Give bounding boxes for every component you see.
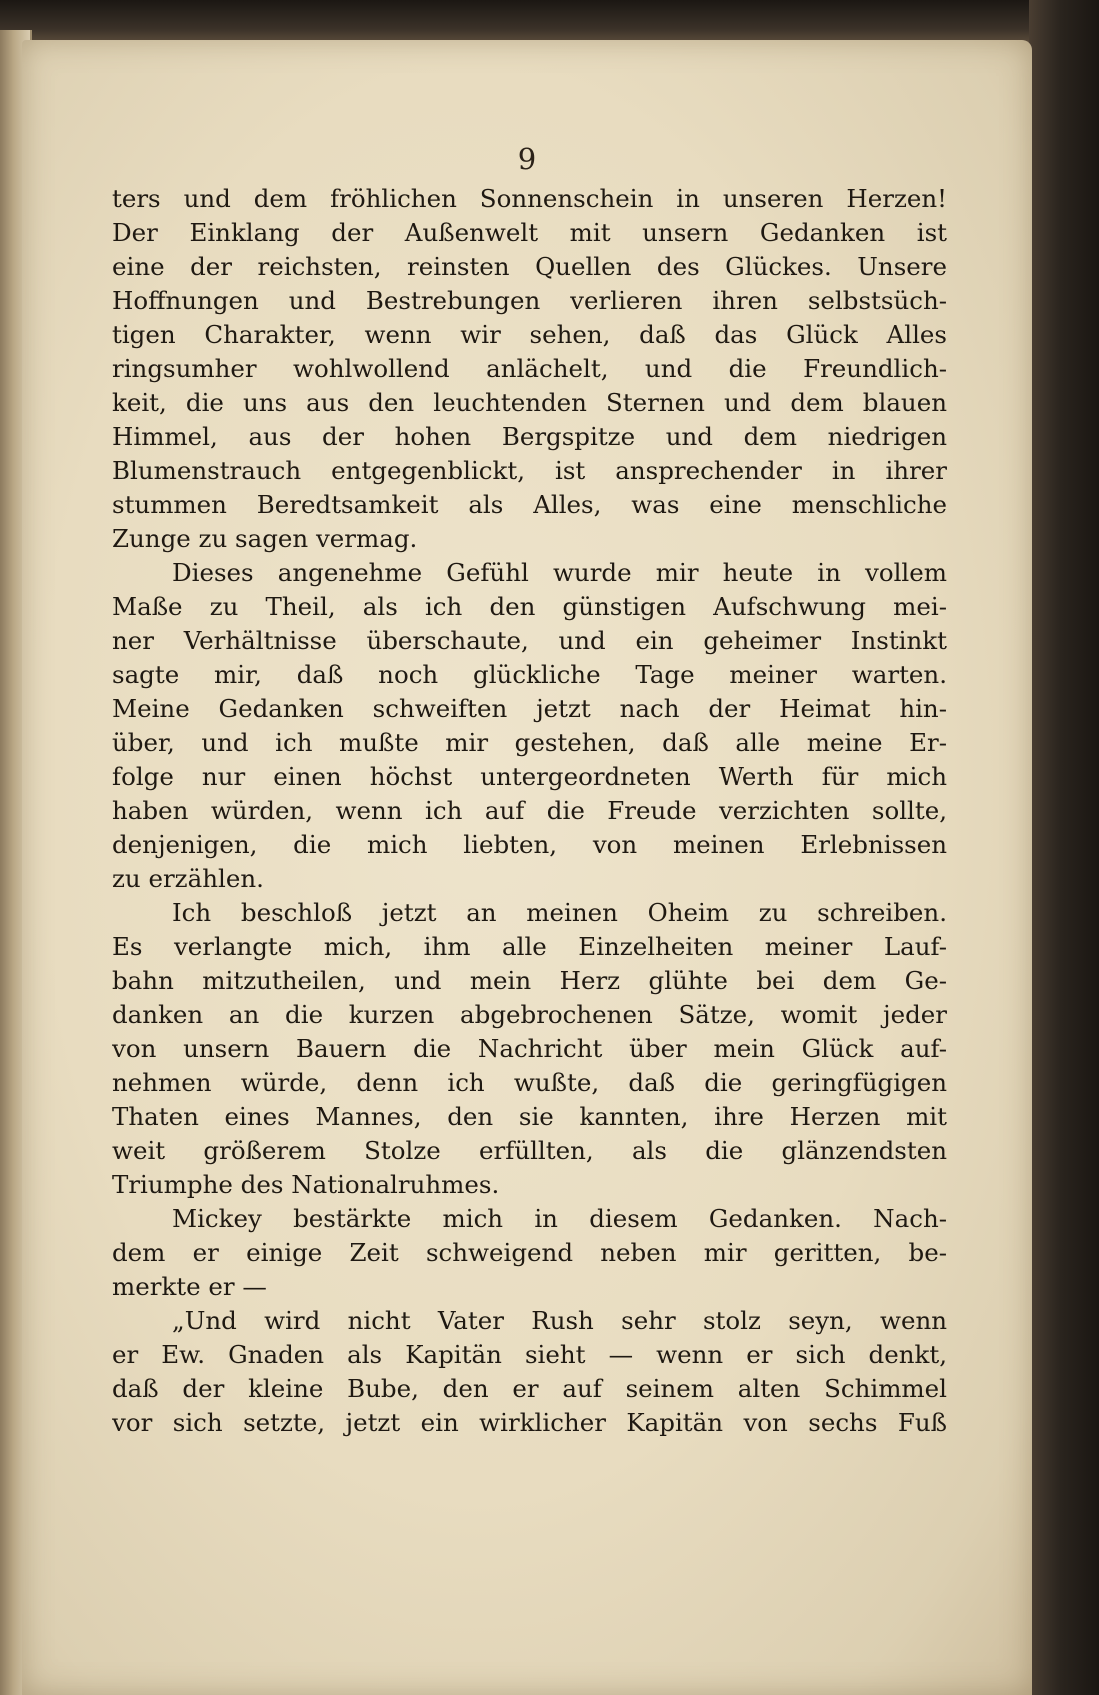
text-line: Hoffnungen und Bestrebungen verlieren ihren selbstsüch- [112,286,947,315]
text-line: Dieses angenehme Gefühl wurde mir heute in vollem [172,558,947,587]
text-line: vor sich setzte, jetzt ein wirklicher Kapitän von sechs Fuß [112,1408,947,1437]
text-line: dem er einige Zeit schweigend neben mir geritten, be- [112,1238,947,1267]
text-line: weit größerem Stolze erfüllten, als die glänzendsten [112,1136,947,1165]
text-line: bahn mitzutheilen, und mein Herz glühte bei dem Ge- [112,966,947,995]
text-line: Maße zu Theil, als ich den günstigen Aufschwung mei- [112,592,947,621]
text-line: daß der kleine Bube, den er auf seinem alten Schimmel [112,1374,947,1403]
text-line: tigen Charakter, wenn wir sehen, daß das Glück Alles [112,320,947,349]
text-line: stummen Beredtsamkeit als Alles, was eine menschliche [112,490,947,519]
text-line: Zunge zu sagen vermag. [112,524,418,553]
text-line: Meine Gedanken schweiften jetzt nach der Heimat hin- [112,694,947,723]
text-line: von unsern Bauern die Nachricht über mein Glück auf- [112,1034,947,1063]
text-line: ters und dem fröhlichen Sonnenschein in unseren Herzen! [112,184,947,213]
text-line: Himmel, aus der hohen Bergspitze und dem niedrigen [112,422,947,451]
text-line: danken an die kurzen abgebrochenen Sätze, womit jeder [112,1000,947,1029]
text-line: Ich beschloß jetzt an meinen Oheim zu schreiben. [172,898,947,927]
text-line: eine der reichsten, reinsten Quellen des Glückes. Unsere [112,252,947,281]
book-page [22,40,1032,1695]
text-line: sagte mir, daß noch glückliche Tage meiner warten. [112,660,947,689]
text-line: Der Einklang der Außenwelt mit unsern Gedanken ist [112,218,947,247]
text-line: „Und wird nicht Vater Rush sehr stolz seyn, wenn [172,1306,947,1335]
text-line: haben würden, wenn ich auf die Freude verzichten sollte, [112,796,947,825]
body-text [112,182,947,1440]
text-line: er Ew. Gnaden als Kapitän sieht — wenn er sich denkt, [112,1340,947,1369]
text-line: keit, die uns aus den leuchtenden Sternen und dem blauen [112,388,947,417]
text-line: Es verlangte mich, ihm alle Einzelheiten meiner Lauf- [112,932,947,961]
text-line: ringsumher wohlwollend anlächelt, und die Freundlich- [112,354,947,383]
page-number: 9 [517,142,537,176]
text-line: Mickey bestärkte mich in diesem Gedanken. Nach- [172,1204,947,1233]
text-line: Thaten eines Mannes, den sie kannten, ihre Herzen mit [112,1102,947,1131]
text-line: nehmen würde, denn ich wußte, daß die geringfügigen [112,1068,947,1097]
text-line: merkte er — [112,1272,267,1301]
text-line: zu erzählen. [112,864,264,893]
text-line: ner Verhältnisse überschaute, und ein geheimer Instinkt [112,626,947,655]
text-line: Triumphe des Nationalruhmes. [112,1170,500,1199]
text-line: folge nur einen höchst untergeordneten Werth für mich [112,762,947,791]
book-cover-edge [1029,0,1099,1695]
text-line: denjenigen, die mich liebten, von meinen Erlebnissen [112,830,947,859]
text-line: über, und ich mußte mir gestehen, daß alle meine Er- [112,728,947,757]
text-line: Blumenstrauch entgegenblickt, ist ansprechender in ihrer [112,456,947,485]
